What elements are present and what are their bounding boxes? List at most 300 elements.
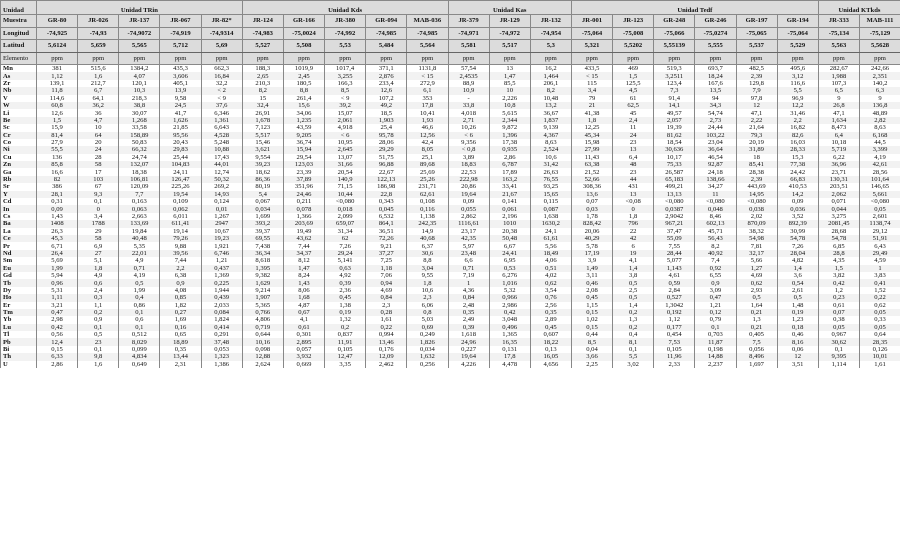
- table-row: [1, 257, 900, 264]
- value-cell: 8,12: [283, 257, 324, 264]
- value-cell: 77,38: [777, 161, 818, 168]
- value-cell: 96,9: [777, 95, 818, 102]
- value-cell: 2,033: [201, 302, 242, 309]
- value-cell: 20,19: [736, 139, 777, 146]
- value-cell: <0,080: [695, 198, 736, 205]
- value-cell: 8,46: [695, 213, 736, 220]
- header-cell: -74,985: [366, 27, 407, 40]
- value-cell: 469: [613, 65, 654, 73]
- value-cell: 11,87: [695, 338, 736, 345]
- value-cell: 8,5: [325, 87, 366, 94]
- value-cell: 29,49: [859, 250, 900, 257]
- value-cell: 2,56: [530, 302, 571, 309]
- value-cell: 7,55: [654, 242, 695, 249]
- table-row: [1, 213, 900, 220]
- value-cell: 26,3: [37, 228, 78, 235]
- value-cell: 20,43: [160, 139, 201, 146]
- value-cell: 10,26: [448, 124, 489, 131]
- element-label: Ho: [1, 294, 37, 301]
- value-cell: 1,12: [37, 72, 78, 79]
- value-cell: 140,9: [325, 176, 366, 183]
- value-cell: 0,0387: [654, 205, 695, 212]
- value-cell: 2,84: [654, 287, 695, 294]
- value-cell: 28,68: [818, 228, 859, 235]
- value-cell: 3,54: [530, 287, 571, 294]
- value-cell: 1,68: [283, 294, 324, 301]
- value-cell: 16,84: [201, 72, 242, 79]
- value-cell: 5,35: [119, 242, 160, 249]
- header-cell: JR-124: [242, 15, 283, 28]
- value-cell: 3,4: [78, 213, 119, 220]
- header-cell: ppm: [325, 52, 366, 65]
- value-cell: 0,018: [325, 205, 366, 212]
- value-cell: 4,806: [242, 316, 283, 323]
- element-label: Mn: [1, 65, 37, 73]
- value-cell: 12,4: [37, 338, 78, 345]
- value-cell: 5,661: [859, 191, 900, 198]
- value-cell: 0,38: [818, 316, 859, 323]
- value-cell: 28,44: [654, 250, 695, 257]
- value-cell: 11: [695, 191, 736, 198]
- header-row-label: Elemento: [1, 52, 37, 65]
- value-cell: 36: [78, 109, 119, 116]
- element-label: Tb: [1, 279, 37, 286]
- value-cell: 0,47: [695, 294, 736, 301]
- value-cell: 0,46: [777, 331, 818, 338]
- value-cell: 8,1: [613, 338, 654, 345]
- value-cell: 206,1: [530, 80, 571, 87]
- header-cell: ppm: [78, 52, 119, 65]
- value-cell: 0,935: [489, 146, 530, 153]
- value-cell: 2,645: [325, 146, 366, 153]
- value-cell: 104,83: [160, 161, 201, 168]
- value-cell: 17,8: [407, 102, 448, 109]
- header-cell: -75,066: [654, 27, 695, 40]
- value-cell: 10,41: [407, 109, 448, 116]
- value-cell: 8,029: [119, 338, 160, 345]
- value-cell: 1,396: [489, 132, 530, 139]
- value-cell: 2,86: [37, 361, 78, 368]
- table-row: [1, 176, 900, 183]
- value-cell: 0,61: [818, 302, 859, 309]
- value-cell: 1,11: [37, 294, 78, 301]
- header-cell: 5,659: [78, 40, 119, 53]
- header-cell: 5,3: [530, 40, 571, 53]
- value-cell: 19,64: [448, 191, 489, 198]
- value-cell: 0,92: [695, 265, 736, 272]
- value-cell: 15,3: [777, 154, 818, 161]
- value-cell: 0,9: [695, 279, 736, 286]
- unit-header-row: [1, 1, 900, 15]
- value-cell: 115: [571, 80, 612, 87]
- header-cell: -74,9072: [119, 27, 160, 40]
- value-cell: 10: [489, 87, 530, 94]
- value-cell: 120,09: [119, 183, 160, 190]
- header-row: [1, 15, 900, 28]
- value-cell: 8,24: [283, 272, 324, 279]
- value-cell: 0,034: [407, 346, 448, 353]
- unit-group-header: Unidad KTkds: [818, 1, 900, 15]
- element-label: V: [1, 95, 37, 102]
- header-cell: JR-333: [818, 15, 859, 28]
- value-cell: 4,02: [530, 272, 571, 279]
- value-cell: 15,9: [37, 124, 78, 131]
- element-label: Ga: [1, 168, 37, 175]
- value-cell: 2,4535: [448, 72, 489, 79]
- value-cell: 34,06: [283, 109, 324, 116]
- value-cell: 1,143: [654, 265, 695, 272]
- value-cell: 0,13: [530, 346, 571, 353]
- value-cell: 132,07: [119, 161, 160, 168]
- value-cell: 18,83: [448, 161, 489, 168]
- value-cell: 14,2: [777, 191, 818, 198]
- value-cell: 8,16: [777, 338, 818, 345]
- value-cell: 18,5: [366, 109, 407, 116]
- value-cell: 0: [78, 205, 119, 212]
- value-cell: 210,3: [242, 80, 283, 87]
- value-cell: 0,439: [201, 294, 242, 301]
- value-cell: 1630,2: [530, 220, 571, 227]
- value-cell: 47,1: [736, 109, 777, 116]
- value-cell: 1,4: [613, 265, 654, 272]
- value-cell: 24,96: [448, 338, 489, 345]
- value-cell: 1,5: [613, 72, 654, 79]
- value-cell: 22,53: [448, 168, 489, 175]
- value-cell: < 0,8: [448, 146, 489, 153]
- value-cell: 1010: [489, 220, 530, 227]
- value-cell: 9,395: [818, 353, 859, 360]
- value-cell: 29,83: [160, 146, 201, 153]
- value-cell: 261,4: [283, 95, 324, 102]
- value-cell: 1,47: [283, 265, 324, 272]
- value-cell: 79,3: [736, 132, 777, 139]
- value-cell: 48,89: [859, 109, 900, 116]
- value-cell: 28,38: [736, 168, 777, 175]
- value-cell: 0,39: [325, 279, 366, 286]
- element-label: Sr: [1, 183, 37, 190]
- value-cell: 29,29: [366, 146, 407, 153]
- value-cell: 7,26: [777, 242, 818, 249]
- header-cell: -74,971: [448, 27, 489, 40]
- value-cell: 23: [613, 168, 654, 175]
- value-cell: 167,6: [695, 80, 736, 87]
- value-cell: 24,46: [283, 191, 324, 198]
- value-cell: 13,9: [160, 87, 201, 94]
- value-cell: 33,8: [448, 102, 489, 109]
- value-cell: 371,1: [366, 65, 407, 73]
- value-cell: 0,05: [859, 324, 900, 331]
- value-cell: 5,5: [777, 87, 818, 94]
- value-cell: 967,21: [654, 220, 695, 227]
- value-cell: 0,19: [325, 309, 366, 316]
- unit-group-header: Unidad Kds: [242, 1, 448, 15]
- value-cell: 0,56: [37, 331, 78, 338]
- element-label: Th: [1, 353, 37, 360]
- value-cell: 9: [859, 95, 900, 102]
- value-cell: 0,54: [777, 279, 818, 286]
- value-cell: 4,226: [448, 361, 489, 368]
- value-cell: 10,44: [325, 191, 366, 198]
- value-cell: 1,61: [859, 361, 900, 368]
- value-cell: 0,3: [78, 294, 119, 301]
- value-cell: 81,62: [654, 132, 695, 139]
- value-cell: 659,07: [325, 220, 366, 227]
- value-cell: 63,38: [571, 161, 612, 168]
- value-cell: 114,6: [37, 95, 78, 102]
- value-cell: 9,214: [242, 287, 283, 294]
- table-row: [1, 250, 900, 257]
- value-cell: < 2: [201, 87, 242, 94]
- value-cell: 0,06: [777, 346, 818, 353]
- value-cell: 89,68: [407, 161, 448, 168]
- value-cell: 0,42: [489, 309, 530, 316]
- value-cell: 0,055: [448, 205, 489, 212]
- value-cell: 2,31: [160, 361, 201, 368]
- value-cell: 30,07: [119, 109, 160, 116]
- header-cell: 5,527: [242, 40, 283, 53]
- table-row: [1, 168, 900, 175]
- header-cell: 5,53: [325, 40, 366, 53]
- value-cell: 3,12: [777, 72, 818, 79]
- value-cell: 38,32: [736, 228, 777, 235]
- value-cell: < 15: [571, 72, 612, 79]
- element-label: Ni: [1, 146, 37, 153]
- value-cell: 0,098: [242, 346, 283, 353]
- element-label: Tm: [1, 309, 37, 316]
- value-cell: 1131,8: [407, 65, 448, 73]
- value-cell: 10,95: [325, 139, 366, 146]
- element-label: Eu: [1, 265, 37, 272]
- value-cell: 24,41: [489, 250, 530, 257]
- value-cell: 0,124: [201, 198, 242, 205]
- header-cell: ppm: [489, 52, 530, 65]
- table-row: [1, 309, 900, 316]
- value-cell: 2,462: [366, 361, 407, 368]
- value-cell: 21,67: [489, 191, 530, 198]
- value-cell: 222,98: [448, 176, 489, 183]
- value-cell: 0,05: [859, 205, 900, 212]
- value-cell: 1,8: [407, 279, 448, 286]
- value-cell: 0,343: [366, 198, 407, 205]
- value-cell: 62: [325, 235, 366, 242]
- value-cell: 443,69: [736, 183, 777, 190]
- value-cell: 1,699: [242, 213, 283, 220]
- value-cell: 46,6: [407, 124, 448, 131]
- value-cell: 6,55: [695, 272, 736, 279]
- value-cell: 1,93: [407, 117, 448, 124]
- value-cell: 4,478: [489, 361, 530, 368]
- value-cell: 5,94: [37, 272, 78, 279]
- value-cell: 2,351: [859, 72, 900, 79]
- value-cell: 16,35: [489, 338, 530, 345]
- header-cell: JR-001: [571, 15, 612, 28]
- element-label: Er: [1, 302, 37, 309]
- value-cell: 0,18: [777, 324, 818, 331]
- value-cell: 2,45: [283, 72, 324, 79]
- value-cell: 17: [78, 168, 119, 175]
- value-cell: 0,108: [407, 198, 448, 205]
- value-cell: 8,8: [283, 87, 324, 94]
- value-cell: <0,080: [859, 198, 900, 205]
- value-cell: 308,36: [571, 183, 612, 190]
- value-cell: 1,3: [736, 316, 777, 323]
- value-cell: 0,036: [777, 205, 818, 212]
- value-cell: 28,04: [777, 250, 818, 257]
- value-cell: 26,63: [530, 168, 571, 175]
- value-cell: 103,22: [695, 132, 736, 139]
- value-cell: 15,65: [530, 191, 571, 198]
- value-cell: 125,5: [613, 80, 654, 87]
- value-cell: 13,46: [366, 338, 407, 345]
- value-cell: 3,66: [571, 353, 612, 360]
- value-cell: 381: [37, 65, 78, 73]
- value-cell: 9,554: [242, 154, 283, 161]
- value-cell: 0,607: [530, 331, 571, 338]
- value-cell: 97,8: [736, 95, 777, 102]
- value-cell: 1,43: [37, 213, 78, 220]
- value-cell: 1,114: [818, 361, 859, 368]
- value-cell: 166,3: [325, 80, 366, 87]
- header-cell: ppm: [37, 52, 78, 65]
- value-cell: 18,38: [119, 168, 160, 175]
- value-cell: 0,437: [201, 265, 242, 272]
- value-cell: 10,6: [530, 154, 571, 161]
- value-cell: 186,98: [366, 183, 407, 190]
- value-cell: 33,58: [119, 124, 160, 131]
- value-cell: 28,06: [366, 139, 407, 146]
- value-cell: 103: [78, 176, 119, 183]
- value-cell: 15,98: [571, 139, 612, 146]
- element-label: Pr: [1, 242, 37, 249]
- value-cell: 393,2: [242, 220, 283, 227]
- value-cell: 1,4: [777, 265, 818, 272]
- value-cell: 6,4: [613, 154, 654, 161]
- value-cell: 61: [613, 95, 654, 102]
- value-cell: 31,46: [777, 109, 818, 116]
- header-cell: ppm: [695, 52, 736, 65]
- value-cell: 32,17: [736, 250, 777, 257]
- value-cell: 47,1: [818, 109, 859, 116]
- value-cell: 0,28: [366, 309, 407, 316]
- value-cell: 7,9: [736, 87, 777, 94]
- unit-group-header: Unidad Tedf: [571, 1, 818, 15]
- value-cell: 495,6: [777, 65, 818, 73]
- value-cell: 0,116: [407, 205, 448, 212]
- value-cell: 1,48: [777, 302, 818, 309]
- value-cell: 36,64: [695, 146, 736, 153]
- value-cell: 0,4: [613, 331, 654, 338]
- value-cell: 6,06: [407, 302, 448, 309]
- value-cell: 0,176: [366, 346, 407, 353]
- value-cell: 0,61: [283, 324, 324, 331]
- value-cell: 5,365: [242, 302, 283, 309]
- value-cell: 0,2: [613, 324, 654, 331]
- value-cell: 0,1: [119, 324, 160, 331]
- table-row: [1, 302, 900, 309]
- value-cell: 1: [859, 265, 900, 272]
- header-cell: 5,6124: [37, 40, 78, 53]
- value-cell: 28,1: [37, 191, 78, 198]
- value-cell: 65,183: [654, 176, 695, 183]
- value-cell: 0,09: [777, 198, 818, 205]
- value-cell: 0,649: [119, 361, 160, 368]
- header-cell: GR-166: [283, 15, 324, 28]
- value-cell: 796: [613, 220, 654, 227]
- value-cell: 33,41: [489, 183, 530, 190]
- header-cell: 5,321: [571, 40, 612, 53]
- value-cell: 2,33: [654, 361, 695, 368]
- value-cell: 19,54: [160, 191, 201, 198]
- value-cell: 6,4: [818, 132, 859, 139]
- table-row: [1, 117, 900, 124]
- value-cell: 4,7: [78, 117, 119, 124]
- value-cell: 5,03: [407, 316, 448, 323]
- value-cell: 0,45: [571, 294, 612, 301]
- value-cell: 16,6: [37, 168, 78, 175]
- element-label: Lu: [1, 324, 37, 331]
- value-cell: 2,93: [736, 287, 777, 294]
- value-cell: 1,268: [119, 117, 160, 124]
- value-cell: 29,12: [859, 228, 900, 235]
- value-cell: 28,35: [859, 338, 900, 345]
- value-cell: 0,227: [448, 346, 489, 353]
- value-cell: 8,496: [736, 353, 777, 360]
- value-cell: 3,09: [695, 287, 736, 294]
- value-cell: 9,382: [242, 272, 283, 279]
- value-cell: 0,45: [325, 294, 366, 301]
- value-cell: 0,12: [695, 309, 736, 316]
- value-cell: 0,1: [78, 324, 119, 331]
- value-cell: 18,49: [530, 250, 571, 257]
- value-cell: 1,6: [78, 72, 119, 79]
- value-cell: 10,18: [818, 139, 859, 146]
- value-cell: 6,22: [818, 154, 859, 161]
- value-cell: 7,7: [119, 191, 160, 198]
- value-cell: 1,323: [201, 353, 242, 360]
- header-cell: -75,008: [613, 27, 654, 40]
- value-cell: 25,26: [407, 176, 448, 183]
- value-cell: 0,9: [160, 279, 201, 286]
- header-cell: -75,134: [818, 27, 859, 40]
- value-cell: 49,2: [366, 102, 407, 109]
- value-cell: 4,834: [119, 353, 160, 360]
- header-cell: ppm: [201, 52, 242, 65]
- element-label: Cs: [1, 213, 37, 220]
- value-cell: 0,414: [201, 324, 242, 331]
- value-cell: 4,1: [613, 257, 654, 264]
- value-cell: 225,26: [160, 183, 201, 190]
- header-cell: -75,065: [736, 27, 777, 40]
- header-cell: JR-132: [530, 15, 571, 28]
- header-cell: JR-067: [160, 15, 201, 28]
- element-label: Ce: [1, 235, 37, 242]
- value-cell: 1138,74: [859, 220, 900, 227]
- value-cell: 15: [242, 95, 283, 102]
- value-cell: 0,35: [160, 346, 201, 353]
- value-cell: 24: [78, 146, 119, 153]
- table-row: [1, 346, 900, 353]
- value-cell: 180,5: [283, 80, 324, 87]
- value-cell: 85,41: [736, 161, 777, 168]
- value-cell: 0,21: [736, 309, 777, 316]
- header-cell: ppm: [160, 52, 201, 65]
- value-cell: 123,03: [283, 161, 324, 168]
- value-cell: 1,921: [201, 242, 242, 249]
- element-label: Ba: [1, 220, 37, 227]
- value-cell: 30,6: [407, 250, 448, 257]
- value-cell: 12,88: [242, 353, 283, 360]
- value-cell: 5,517: [242, 132, 283, 139]
